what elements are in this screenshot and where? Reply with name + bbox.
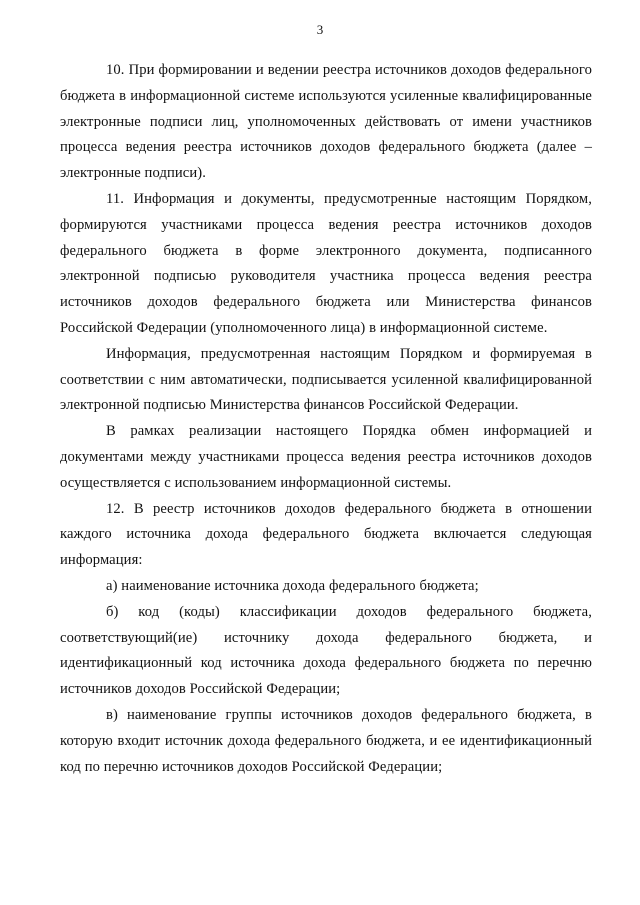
paragraph-10: 10. При формировании и ведении реестра источников доходов федерального бюджета в информационной системе используются усиленные квалифицированные электронные подписи лиц, уполномоченных действовать от имени участников процесса ведения реестра источников доходов федерального бюджета (далее – электронные подписи). <box>60 62 592 182</box>
paragraph-info-exchange: В рамках реализации настоящего Порядка обмен информацией и документами между участниками процесса ведения реестра источников доходов осуществляется с использованием информационной системы. <box>60 423 592 491</box>
list-item-a: а) наименование источника дохода федерального бюджета; <box>106 577 479 594</box>
list-item-b: б) код (коды) классификации доходов федерального бюджета, соответствующий(ие) источнику дохода федерального бюджета, и идентификационный код источника дохода федерального бюджета по перечню источников доходов Российской Федерации; <box>60 603 592 698</box>
paragraph-12: 12. В реестр источников доходов федерального бюджета в отношении каждого источника дохода федерального бюджета включается следующая информация: <box>60 500 592 569</box>
paragraph-11: 11. Информация и документы, предусмотренные настоящим Порядком, формируются участниками процесса ведения реестра источников доходов федерального бюджета в форме электронного документа, подписанного электронной подписью руководителя участника процесса ведения реестра источников доходов федерального бюджета или Министерства финансов Российской Федерации (уполномоченного лица) в информационной системе. <box>60 190 592 336</box>
paragraph-info-auto-signed: Информация, предусмотренная настоящим Порядком и формируемая в соответствии с ним автоматически, подписывается усиленной квалифицированной электронной подписью Министерства финансов Российской Федерации. <box>60 345 592 414</box>
page-number: 3 <box>316 22 324 37</box>
document-body <box>60 58 592 780</box>
list-item-v: в) наименование группы источников доходов федерального бюджета, в которую входит источник дохода федерального бюджета, и ее идентификационный код по перечню источников доходов Российской Федерации; <box>60 706 592 775</box>
